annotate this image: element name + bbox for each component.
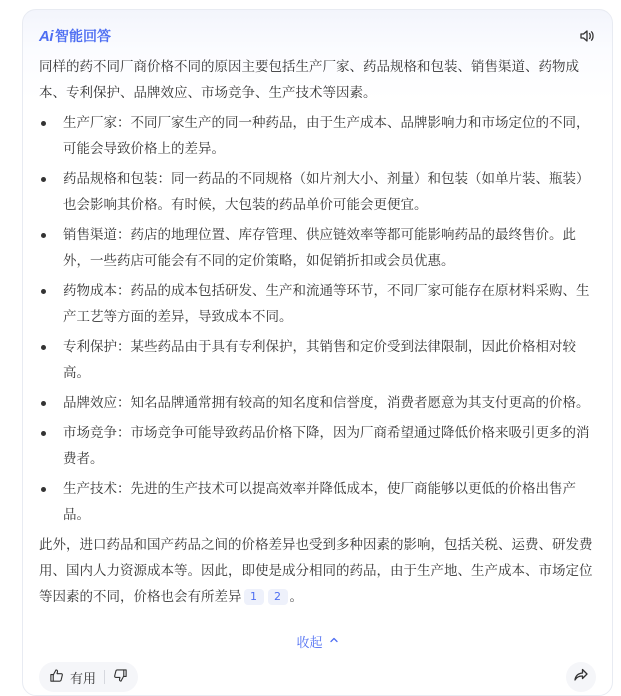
bullet-dot xyxy=(41,487,46,492)
share-icon xyxy=(573,667,589,687)
answer-content xyxy=(39,54,599,610)
citation-ref-1[interactable]: 1 xyxy=(244,589,264,605)
bullet-dot xyxy=(41,345,46,350)
useful-button[interactable] xyxy=(49,668,96,687)
list-item xyxy=(39,334,599,386)
closing-end: 。 xyxy=(289,589,303,605)
reason-list xyxy=(39,110,599,528)
answer-intro: 同样的药不同厂商价格不同的原因主要包括生产厂家、药品规格和包装、销售渠道、药物成本、专利保护、品牌效应、市场竞争、生产技术等因素。 xyxy=(39,59,579,101)
list-item xyxy=(39,166,599,218)
list-item-text: 生产厂家：不同厂家生产的同一种药品，由于生产成本、品牌影响力和市场定位的不同，可能会导致价格上的差异。 xyxy=(63,115,590,157)
list-item xyxy=(39,390,599,416)
answer-footer xyxy=(39,662,596,692)
useful-label: 有用 xyxy=(70,671,97,687)
share-button[interactable] xyxy=(566,662,596,692)
collapse-label: 收起 xyxy=(296,636,323,651)
brand xyxy=(39,26,111,46)
list-item-text: 生产技术：先进的生产技术可以提高效率并降低成本，使厂商能够以更低的价格出售产品。 xyxy=(63,481,576,523)
collapse-button[interactable] xyxy=(23,632,612,651)
closing-text: 此外，进口药品和国产药品之间的价格差异也受到多种因素的影响，包括关税、运费、研发费用、国内人力资源成本等。因此，即使是成分相同的药品，由于生产地、生产成本、市场定位等因素的不同，价格也会有所差异 xyxy=(39,537,593,605)
answer-closing xyxy=(39,532,599,610)
bullet-dot xyxy=(41,177,46,182)
list-item-text: 销售渠道：药店的地理位置、库存管理、供应链效率等都可能影响药品的最终售价。此外，一些药店可能会有不同的定价策略，如促销折扣或会员优惠。 xyxy=(63,227,576,269)
bullet-dot xyxy=(41,233,46,238)
bullet-dot xyxy=(41,289,46,294)
list-item-text: 品牌效应：知名品牌通常拥有较高的知名度和信誉度，消费者愿意为其支付更高的价格。 xyxy=(63,395,590,411)
speaker-icon[interactable] xyxy=(578,27,596,45)
bullet-dot xyxy=(41,121,46,126)
answer-card xyxy=(22,9,613,696)
feedback-group xyxy=(39,662,138,692)
list-item-text: 市场竞争：市场竞争可能导致药品价格下降，因为厂商希望通过降低价格来吸引更多的消费者。 xyxy=(63,425,590,467)
citation-ref-2[interactable]: 2 xyxy=(268,589,288,605)
answer-header xyxy=(39,26,596,46)
thumbs-up-icon xyxy=(49,668,64,687)
list-item-text: 专利保护：某些药品由于具有专利保护，其销售和定价受到法律限制，因此价格相对较高。 xyxy=(63,339,576,381)
bullet-dot xyxy=(41,431,46,436)
list-item-text: 药品规格和包装：同一药品的不同规格（如片剂大小、剂量）和包装（如单片装、瓶装）也会影响其价格。有时候，大包装的药品单价可能会更便宜。 xyxy=(63,171,590,213)
answer-title: 智能回答 xyxy=(55,29,111,45)
feedback-divider xyxy=(104,670,105,684)
chevron-up-icon xyxy=(329,634,339,649)
list-item xyxy=(39,476,599,528)
list-item xyxy=(39,278,599,330)
thumbs-down-icon xyxy=(113,668,128,687)
list-item xyxy=(39,110,599,162)
bullet-dot xyxy=(41,401,46,406)
not-useful-button[interactable] xyxy=(113,668,128,687)
list-item xyxy=(39,222,599,274)
ai-logo: Ai xyxy=(39,27,53,45)
list-item xyxy=(39,420,599,472)
list-item-text: 药物成本：药品的成本包括研发、生产和流通等环节，不同厂家可能存在原材料采购、生产工艺等方面的差异，导致成本不同。 xyxy=(63,283,590,325)
